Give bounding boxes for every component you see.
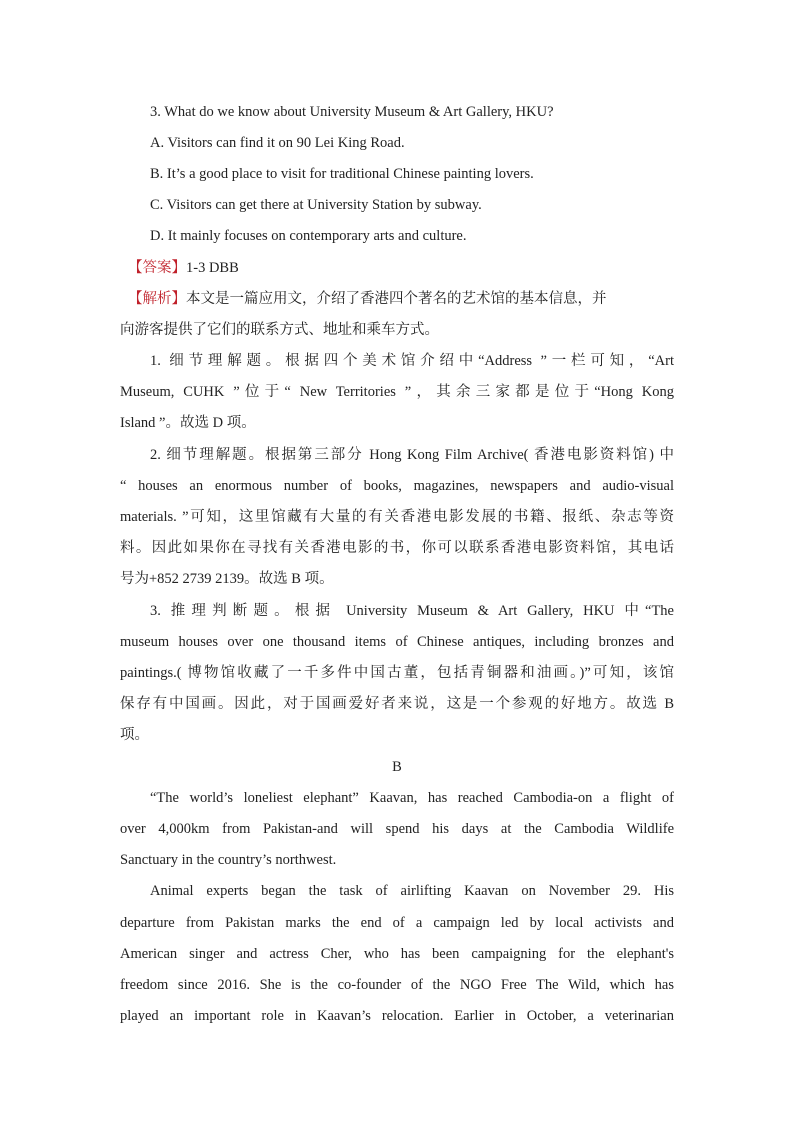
analysis-line-5: Island ”。故选 D 项。	[120, 415, 256, 431]
answer-text: 1-3 DBB	[186, 260, 239, 276]
passage-line-3: Sanctuary in the country’s northwest.	[120, 852, 337, 868]
passage-line-8: played an important role in Kaavan’s relocation. Earlier in October, a veterinarian	[120, 1008, 674, 1024]
option-d: D. It mainly focuses on contemporary arts and culture.	[150, 228, 467, 244]
analysis-line-15: 项。	[120, 727, 149, 743]
answer-tag: 【答案】	[128, 260, 186, 276]
passage-line-4: Animal experts began the task of airlifting Kaavan on November 29. His	[150, 883, 674, 899]
option-c: C. Visitors can get there at University Station by subway.	[150, 197, 482, 213]
option-a: A. Visitors can find it on 90 Lei King Road.	[150, 135, 405, 151]
passage-line-2: over 4,000km from Pakistan-and will spend his days at the Cambodia Wildlife	[120, 821, 674, 837]
analysis-line-8: materials. ”可知，这里馆藏有大量的有关香港电影发展的书籍、报纸、杂志等资	[120, 509, 674, 525]
analysis-line-1	[128, 288, 674, 310]
analysis-line-10: 号为+852 2739 2139。故选 B 项。	[120, 571, 334, 587]
analysis-line-7: “ houses an enormous number of books, magazines, newspapers and audio-visual	[120, 478, 674, 494]
analysis-line-4: Museum, CUHK ”位于“ New Territories ”，其余三家都是位于“Hong Kong	[120, 384, 674, 400]
passage-line-6: American singer and actress Cher, who has been campaigning for the elephant's	[120, 946, 674, 962]
analysis-line-13: paintings.( 博物馆收藏了一千多件中国古董，包括青铜器和油画。)”可知，该馆	[120, 665, 674, 681]
passage-line-5: departure from Pakistan marks the end of a campaign led by local activists and	[120, 915, 674, 931]
passage-line-1: “The world’s loneliest elephant” Kaavan, has reached Cambodia-on a flight of	[150, 790, 674, 806]
analysis-line-6: 2. 细节理解题。根据第三部分 Hong Kong Film Archive( 香港电影资料馆) 中	[150, 447, 674, 463]
analysis-line-2: 向游客提供了它们的联系方式、地址和乘车方式。	[120, 322, 439, 338]
analysis-line-14: 保存有中国画。因此，对于国画爱好者来说，这是一个参观的好地方。故选 B	[120, 696, 674, 712]
question-3: 3. What do we know about University Museum & Art Gallery, HKU?	[150, 104, 554, 120]
analysis-line-11: 3. 推理判断题。根据 University Museum & Art Gallery, HKU 中“The	[150, 603, 674, 619]
analysis-line-9: 料。因此如果你在寻找有关香港电影的书，你可以联系香港电影资料馆，其电话	[120, 540, 674, 556]
analysis-line-3: 1. 细节理解题。根据四个美术馆介绍中“Address ”一栏可知，“Art	[150, 353, 674, 369]
analysis-text-1: 本文是一篇应用文，介绍了香港四个著名的艺术馆的基本信息，并	[186, 291, 607, 307]
analysis-line-12: museum houses over one thousand items of Chinese antiques, including bronzes and	[120, 634, 674, 650]
analysis-tag: 【解析】	[128, 291, 186, 307]
option-b: B. It’s a good place to visit for traditional Chinese painting lovers.	[150, 166, 534, 182]
passage-line-7: freedom since 2016. She is the co-founder of the NGO Free The Wild, which has	[120, 977, 674, 993]
answer-line	[128, 257, 682, 279]
section-b-heading: B	[392, 759, 402, 775]
